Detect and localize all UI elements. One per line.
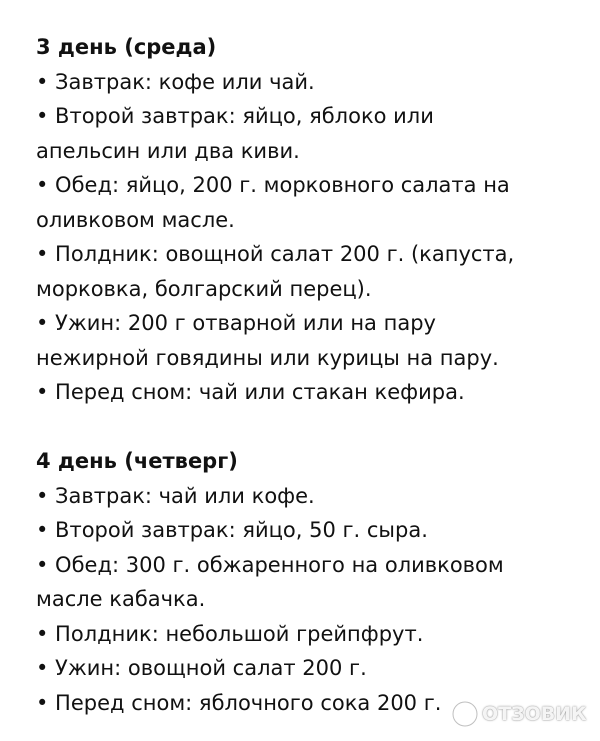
day-4-line: • Обед: 300 г. обжаренного на оливковом [36, 552, 504, 577]
day-4-line: • Перед сном: яблочного сока 200 г. [36, 690, 442, 715]
day-4-title: 4 день (четверг) [36, 449, 238, 473]
day-3-line: апельсин или два киви. [36, 138, 300, 163]
day-4-line: • Ужин: овощной салат 200 г. [36, 656, 367, 680]
day-3-line: • Перед сном: чай или стакан кефира. [36, 380, 465, 404]
day-4-line: • Завтрак: чай или кофе. [36, 483, 315, 508]
day-3-line: нежирной говядины или курицы на пару. [36, 345, 499, 370]
day-3-line: оливковом масле. [36, 207, 235, 232]
day-4-line: масле кабачка. [36, 587, 206, 611]
day-3-line: • Второй завтрак: яйцо, яблоко или [36, 104, 434, 128]
day-3-title: 3 день (среда) [36, 35, 217, 59]
day-4-line: • Второй завтрак: яйцо, 50 г. сыра. [36, 518, 428, 542]
day-3-line: • Ужин: 200 г отварной или на пару [36, 311, 436, 335]
section-spacer [36, 410, 596, 445]
watermark-text: ОТЗОВИК [482, 703, 587, 725]
day-3-line: морковка, болгарский перец). [36, 276, 372, 301]
day-3-line: • Завтрак: кофе или чай. [36, 69, 315, 94]
diet-text [36, 30, 596, 720]
otzovik-watermark [450, 696, 587, 732]
otzovik-logo-icon [450, 699, 480, 729]
day-4-line: • Полдник: небольшой грейпфрут. [36, 621, 424, 646]
day-3-line: • Полдник: овощной салат 200 г. (капуста, [36, 242, 515, 266]
day-3-line: • Обед: яйцо, 200 г. морковного салата на [36, 173, 510, 197]
